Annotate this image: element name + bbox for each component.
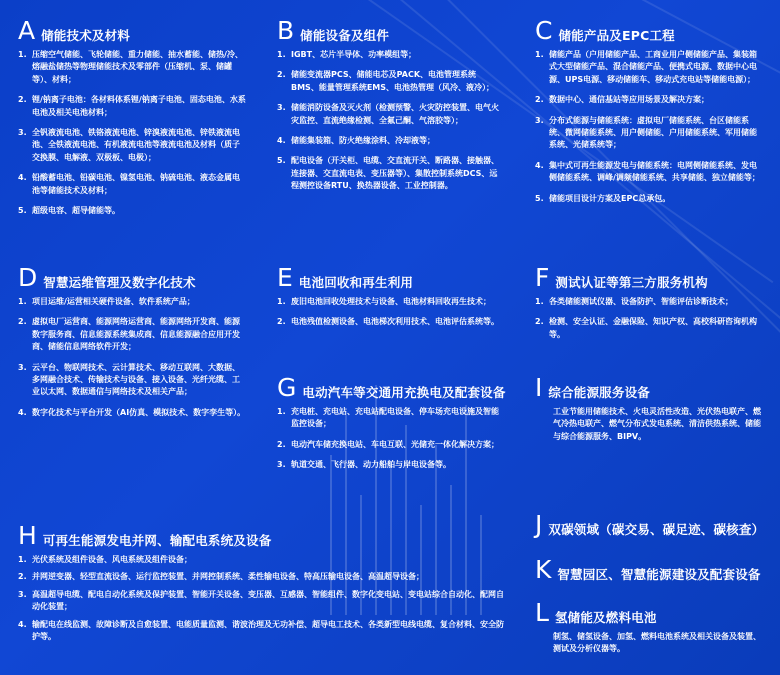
section-a-list	[18, 49, 246, 217]
section-h	[18, 523, 508, 643]
section-e	[277, 265, 503, 337]
section-j-header	[535, 512, 775, 537]
list-item: 4. 集中式可再生能源发电与储能系统：电网侧储能系统、发电侧储能系统、调峰/调频储能系统、共享储能、独立储能等；	[535, 160, 760, 183]
list-item: 1. IGBT、芯片半导体、功率模组等；	[277, 50, 417, 59]
section-f	[535, 265, 763, 349]
list-item: 5. 配电设备（开关柜、电缆、交直流开关、断路器、接触器、连接器、交直流电表、变压器等）、集散控制系统DCS、远程测控设备RTU、换热器设备、工业控制器。	[277, 156, 499, 191]
list-item: 4. 数字化技术与平台开发（AI仿真、模拟技术、数字孪生等）。	[18, 407, 246, 417]
section-title: 双碳领域（碳交易、碳足迹、碳核查）	[548, 522, 765, 537]
list-item: 4. 储能集装箱、防火绝缘涂料、冷却液等；	[277, 136, 435, 146]
section-letter: B	[277, 16, 295, 45]
section-letter: F	[535, 263, 550, 292]
section-i-text: 工业节能用储能技术、火电灵活性改造、光伏热电联产、燃气冷热电联产、燃气分布式发电系统、清洁供热系统、储能与综合能源服务、BIPV。	[553, 407, 761, 441]
list-item: 5. 储能项目设计方案及EPC总承包。	[535, 193, 671, 203]
section-letter: G	[277, 373, 297, 402]
list-item: 1. 废旧电池回收处理技术与设备、电池材料回收再生技术；	[277, 297, 491, 306]
section-title: 综合能源服务设备	[548, 385, 650, 400]
section-a-header	[18, 18, 246, 43]
section-g-list	[277, 406, 503, 472]
section-letter: I	[535, 373, 543, 402]
section-g-header	[277, 373, 506, 402]
section-k	[535, 557, 775, 582]
section-d-list	[18, 296, 246, 419]
section-e-list	[277, 296, 503, 329]
section-letter: A	[18, 16, 36, 45]
section-l	[535, 600, 763, 656]
section-letter: C	[535, 16, 553, 45]
section-title: 储能设备及组件	[300, 28, 390, 43]
list-item: 2. 数据中心、通信基站等应用场景及解决方案；	[535, 95, 709, 105]
section-title: 测试认证等第三方服务机构	[555, 275, 708, 290]
section-i	[535, 375, 763, 443]
section-title: 电动汽车等交通用充换电及配套设备	[302, 385, 506, 400]
list-item: 1. 光伏系统及组件设备、风电系统及组件设备；	[18, 555, 192, 564]
list-item: 2. 储能变流器PCS、储能电芯及PACK、电池管理系统BMS、能量管理系统EMS、电池热管理（风冷、液冷）；	[277, 70, 495, 92]
section-letter: H	[18, 521, 37, 550]
section-letter: E	[277, 263, 293, 292]
list-item: 1. 压缩空气储能、飞轮储能、重力储能、抽水蓄能、储热/冷、熔融盐储热等物理储能技术及零部件（压缩机、泵、储罐等）、材料；	[18, 50, 243, 84]
section-i-header	[535, 375, 763, 400]
list-item: 4. 铅酸蓄电池、铅碳电池、镍氢电池、钠硫电池、液态金属电池等储能技术及材料；	[18, 173, 240, 195]
section-j	[535, 512, 775, 537]
list-item: 2. 虚拟电厂运营商、能源网络运营商、能源网络开发商、能源数字服务商、信息能源系统集成商、信息能源融合应用开发商、储能信息网络软件开发；	[18, 317, 240, 352]
section-title: 电池回收和再生利用	[298, 275, 414, 290]
section-title: 智慧园区、智慧能源建设及配套设备	[557, 567, 761, 582]
section-l-text: 制氢、储氢设备、加氢、燃料电池系统及相关设备及装置、测试及分析仪器等。	[553, 632, 761, 654]
list-item: 1. 储能产品（户用储能产品、工商业用户侧储能产品、集装箱式大型储能产品、混合储能产品、便携式电源、数据中心电源、UPS电源、移动储能车、移动式充电站等储能电源）；	[535, 50, 757, 84]
section-b-header	[277, 18, 503, 43]
section-b	[277, 18, 503, 201]
list-item: 1. 各类储能测试仪器、设备防护、智能评估诊断技术；	[535, 297, 733, 306]
section-letter: J	[535, 510, 543, 539]
list-item: 3. 云平台、物联网技术、云计算技术、移动互联网、大数据、多网融合技术、传输技术与设备、接入设备、光纤光缆、工业以太网、数据通信与网络技术及相关产品；	[18, 362, 240, 397]
list-item: 2. 电动汽车储充换电站、车电互联、光储充一体化解决方案；	[277, 439, 499, 449]
section-e-header	[277, 265, 503, 290]
section-title: 氢储能及燃料电池	[554, 610, 657, 625]
section-d-header	[18, 265, 246, 290]
section-g	[277, 373, 506, 480]
section-k-header	[535, 557, 775, 582]
section-c-header	[535, 18, 763, 43]
section-l-header	[535, 600, 763, 625]
list-item: 2. 并网逆变器、轻型直流设备、运行监控装置、并网控制系统、柔性输电设备、特高压输电设备、高温超导设备；	[18, 572, 424, 582]
section-b-list	[277, 49, 503, 193]
list-item: 1. 充电桩、充电站、充电站配电设备、停车场充电设施及智能监控设备；	[277, 407, 499, 429]
list-item: 3. 轨道交通、飞行器、动力船舶与岸电设备等。	[277, 460, 451, 470]
list-item: 2. 检测、安全认证、金融保险、知识产权、高校科研咨询机构等。	[535, 317, 757, 339]
list-item: 3. 高温超导电缆、配电自动化系统及保护装置、智能开关设备、变压器、互感器、智能组件、数字化变电站、变电站综合自动化、配网自动化装置；	[18, 589, 504, 612]
section-title: 储能技术及材料	[41, 28, 131, 43]
section-title: 储能产品及EPC工程	[558, 28, 675, 43]
section-title: 可再生能源发电并网、输配电系统及设备	[42, 533, 272, 548]
list-item: 4. 输配电在线监测、故障诊断及自愈装置、电能质量监测、谐波治理及无功补偿、超导电工技术、各类新型电线电缆、复合材料、安全防护等。	[18, 619, 504, 642]
section-d	[18, 265, 246, 427]
section-h-header	[18, 523, 508, 548]
section-c-list	[535, 49, 763, 205]
section-c	[535, 18, 763, 213]
section-title: 智慧运维管理及数字化技术	[43, 275, 196, 290]
section-a	[18, 18, 246, 225]
section-f-header	[535, 265, 763, 290]
list-item: 3. 分布式能源与储能系统：虚拟电厂储能系统、台区储能系统、微网储能系统、用户侧储能、户用储能系统、军用储能系统、光储系统等；	[535, 115, 757, 150]
list-item: 2. 电池残值检测设备、电池梯次利用技术、电池评估系统等。	[277, 317, 499, 327]
section-letter: L	[535, 598, 549, 627]
list-item: 3. 储能消防设备及灭火剂（检测预警、火灾防控装置、电气火灾监控、直流绝缘检测、全氟己酮、气溶胶等）；	[277, 103, 499, 125]
list-item: 5. 超级电容、超导储能等。	[18, 206, 120, 216]
list-item: 2. 锂/钠离子电池：各材料体系锂/钠离子电池、固态电池、水系电池及相关电池材料；	[18, 95, 246, 117]
section-letter: K	[535, 555, 552, 584]
section-h-list	[18, 554, 508, 643]
list-item: 1. 项目运维/运营相关硬件设备、软件系统产品；	[18, 297, 195, 306]
list-item: 3. 全钒液流电池、铁铬液流电池、锌溴液流电池、锌铁液流电池、全铁液流电池、有机液流电池等液流电池及材料（质子交换膜、电解液、双极板、电极）；	[18, 128, 240, 162]
section-letter: D	[18, 263, 38, 292]
section-f-list	[535, 296, 763, 341]
